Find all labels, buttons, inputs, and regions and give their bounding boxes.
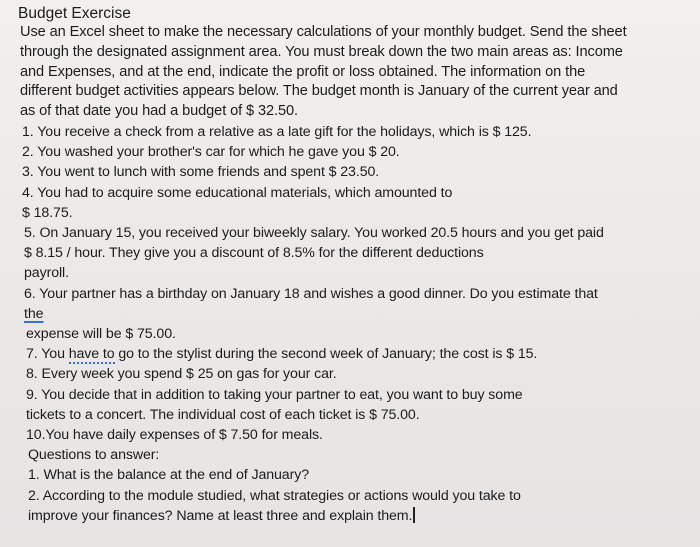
- item-7-prefix: 7. You: [26, 346, 69, 363]
- item-8: 8. Every week you spend $ 25 on gas for your car.: [26, 366, 337, 383]
- item-3: 3. You went to lunch with some friends and spent $ 23.50.: [22, 164, 380, 181]
- item-7: [20, 344, 692, 364]
- item-10: 10.You have daily expenses of $ 7.50 for meals.: [26, 427, 323, 444]
- text-cursor: [413, 507, 415, 523]
- question-2-line-2: [20, 506, 692, 526]
- question-2-line-1: 2. According to the module studied, what strategies or actions would you take to: [28, 487, 521, 504]
- item-7-suffix: go to the stylist during the second week of January; the cost is $ 15.: [114, 346, 538, 363]
- item-5-line-3: payroll.: [24, 265, 69, 282]
- question-2-line-2-text: improve your finances? Name at least three and explain them.: [28, 507, 413, 524]
- questions-section: [20, 445, 692, 526]
- item-1: 1. You receive a check from a relative as a late gift for the holidays, which is $ 125.: [22, 123, 532, 140]
- intro-line-1: Use an Excel sheet to make the necessary calculations of your monthly budget. Send the sheet: [20, 24, 627, 40]
- spellcheck-underline-the: the: [24, 305, 44, 322]
- item-5-line-2: $ 8.15 / hour. They give you a discount of 8.5% for the different deductions: [24, 245, 484, 262]
- item-2: 2. You washed your brother's car for which he gave you $ 20.: [22, 144, 400, 161]
- item-5-line-1: 5. On January 15, you received your biweekly salary. You worked 20.5 hours and you get paid: [24, 225, 604, 241]
- item-9-line-1: 9. You decide that in addition to taking your partner to eat, you want to buy some: [26, 386, 523, 403]
- intro-line-4: different budget activities appears below. The budget month is January of the current year and: [20, 83, 618, 100]
- document-title: Budget Exercise: [18, 5, 131, 22]
- item-9-line-2: tickets to a concert. The individual cost of each ticket is $ 75.00.: [26, 406, 420, 423]
- item-6-line-3: expense will be $ 75.00.: [26, 326, 176, 343]
- questions-heading: Questions to answer:: [28, 447, 160, 464]
- grammar-underline-have-to: have to: [68, 346, 115, 363]
- intro-line-5: as of that date you had a budget of $ 32.50.: [20, 103, 298, 120]
- budget-items-list: [20, 122, 692, 445]
- item-6-line-2: [20, 304, 692, 324]
- item-6-line-1: 6. Your partner has a birthday on January 18 and wishes a good dinner. Do you estimate that: [24, 285, 598, 302]
- item-4-line-1: 4. You had to acquire some educational materials, which amounted to: [22, 184, 453, 201]
- intro-line-2: through the designated assignment area. You must break down the two main areas as: Income: [20, 43, 623, 60]
- intro-paragraph: [20, 23, 692, 122]
- intro-line-3: and Expenses, and at the end, indicate the profit or loss obtained. The information on the: [20, 63, 586, 80]
- question-1: 1. What is the balance at the end of January?: [28, 467, 310, 484]
- item-4-line-2: $ 18.75.: [22, 204, 73, 221]
